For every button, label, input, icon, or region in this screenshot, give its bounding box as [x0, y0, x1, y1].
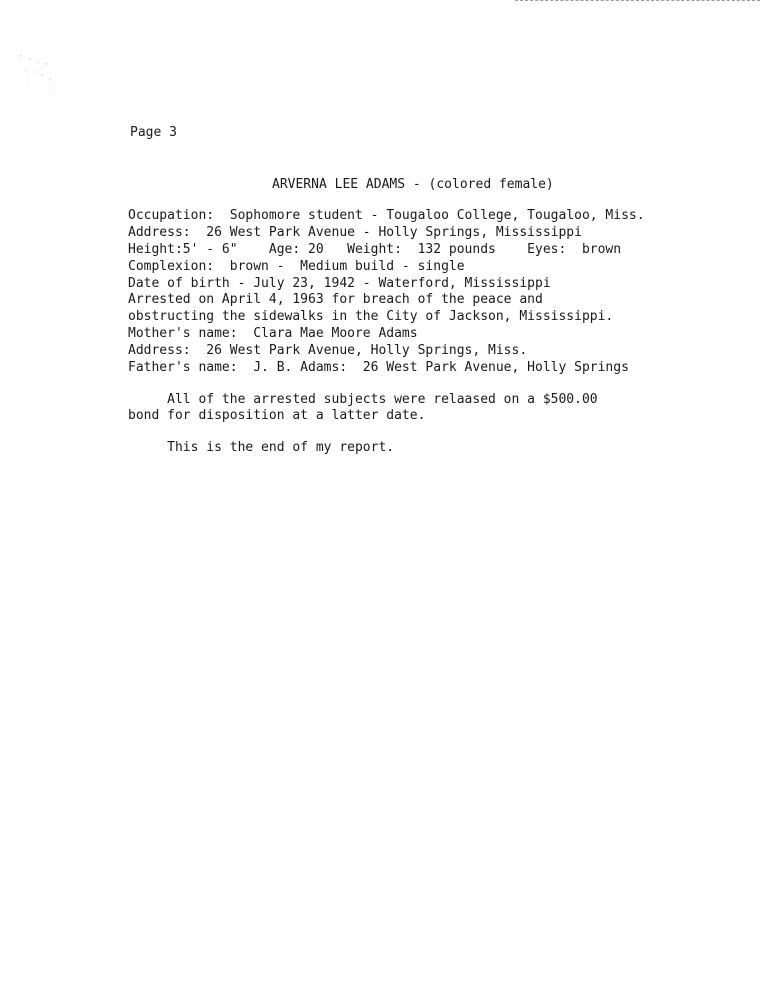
scan-artifact-specks — [18, 50, 58, 95]
detail-date-of-birth: Date of birth - July 23, 1942 - Waterford, Mississippi — [128, 275, 551, 291]
subject-details-list — [128, 208, 645, 377]
detail-arrest-line-1: Arrested on April 4, 1963 for breach of the peace and — [128, 292, 543, 308]
detail-mother-address: Address: 26 West Park Avenue, Holly Springs, Miss. — [128, 343, 528, 359]
bond-paragraph: All of the arrested subjects were relaased on a $500.00 bond for disposition at a latter date. — [128, 392, 598, 423]
subject-heading: ARVERNA LEE ADAMS - (colored female) — [272, 177, 554, 192]
detail-address: Address: 26 West Park Avenue - Holly Springs, Mississippi — [128, 224, 582, 240]
detail-arrest-line-2: obstructing the sidewalks in the City of Jackson, Mississippi. — [128, 309, 614, 325]
scan-edge-mark — [515, 0, 760, 1]
detail-occupation: Occupation: Sophomore student - Tougaloo College, Tougaloo, Miss. — [128, 208, 645, 223]
detail-father-name: Father's name: J. B. Adams: 26 West Park Avenue, Holly Springs — [128, 360, 629, 376]
detail-physical: Height:5' - 6" Age: 20 Weight: 132 pounds Eyes: brown — [128, 241, 622, 257]
detail-mother-name: Mother's name: Clara Mae Moore Adams — [128, 326, 418, 342]
page-number: Page 3 — [130, 125, 177, 140]
end-of-report-statement: This is the end of my report. — [128, 440, 395, 455]
detail-complexion: Complexion: brown - Medium build - single — [128, 258, 465, 274]
